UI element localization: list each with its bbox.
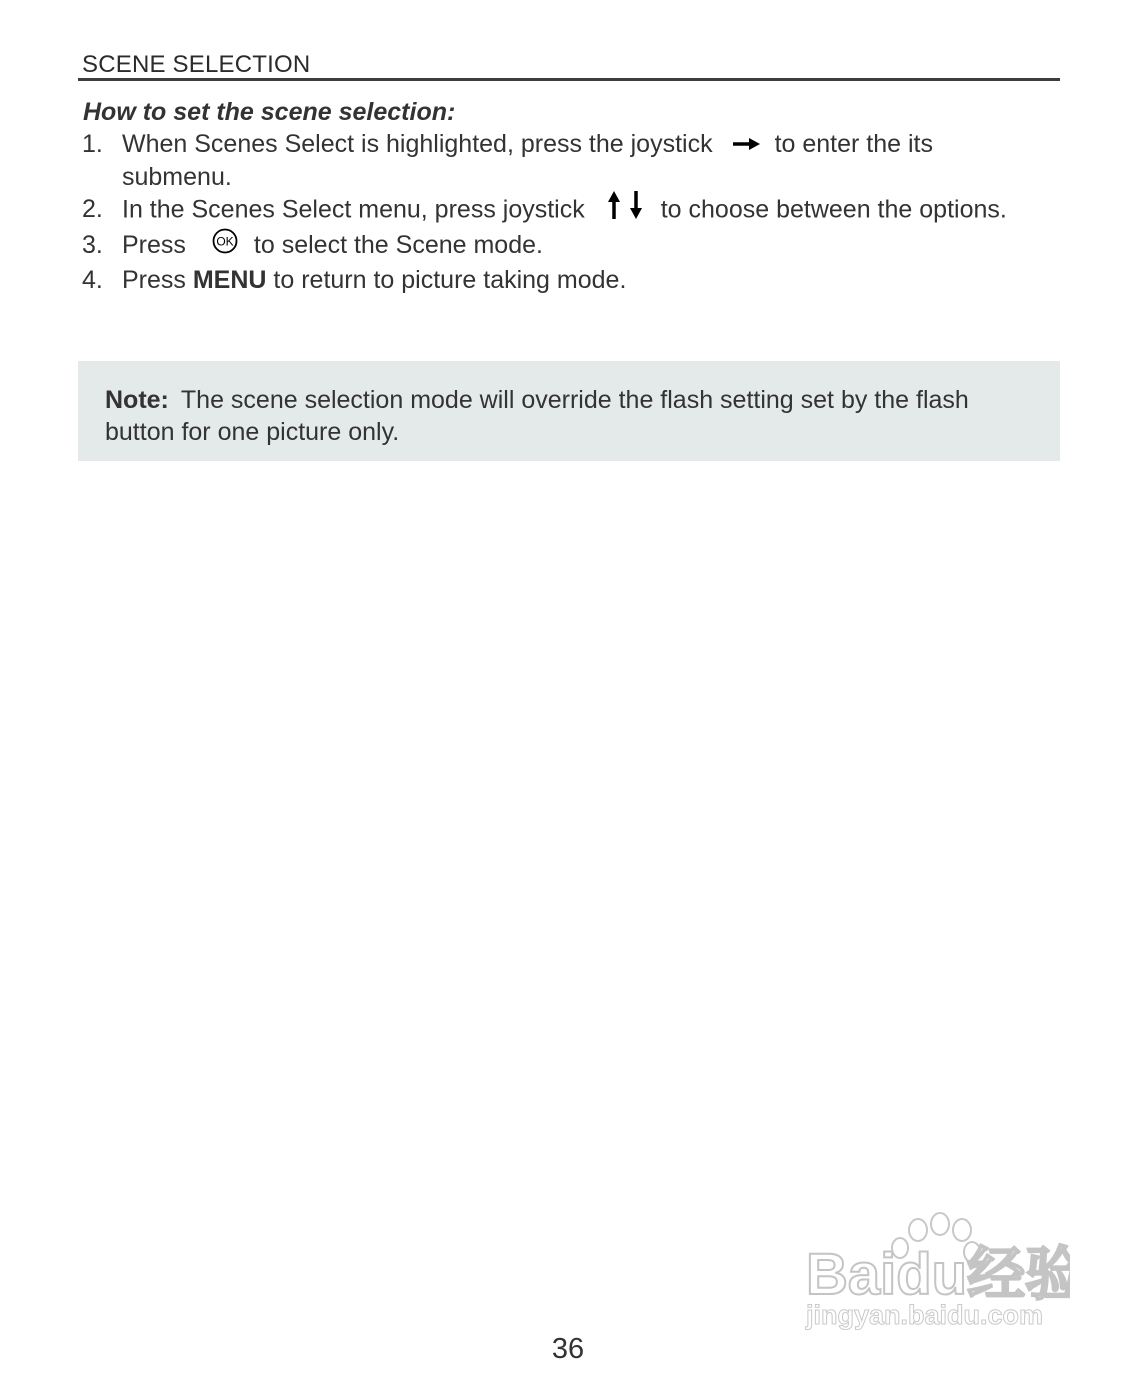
note-body: The scene selection mode will override the flash setting set by the flash button for one picture only. xyxy=(105,386,969,446)
step-item xyxy=(82,264,1042,296)
menu-key-label: MENU xyxy=(192,265,267,294)
step-text-after: to return to picture taking mode. xyxy=(273,265,627,294)
note-box xyxy=(78,361,1060,461)
watermark-brand: Baidu经验 xyxy=(806,1242,1070,1302)
section-header xyxy=(78,50,1060,81)
step-number: 1. xyxy=(82,130,103,158)
step-text-after: to choose between the options. xyxy=(660,196,1007,224)
step-text xyxy=(122,264,1042,296)
step-text xyxy=(122,229,1042,263)
step-item xyxy=(82,128,1042,193)
step-text-after: to enter the its submenu. xyxy=(122,130,934,192)
step-text-before: When Scenes Select is highlighted, press the joystick xyxy=(122,130,713,158)
page-number: 36 xyxy=(551,1333,585,1365)
howto-title: How to set the scene selection: xyxy=(83,98,456,126)
note-label: Note: xyxy=(105,386,169,414)
arrow-up-icon xyxy=(607,191,621,227)
step-item xyxy=(82,229,1042,263)
steps-list xyxy=(82,128,1042,296)
note-text xyxy=(105,384,1035,448)
arrow-down-icon xyxy=(629,191,643,227)
step-number: 3. xyxy=(82,231,103,260)
watermark-url: jingyan.baidu.com xyxy=(806,1300,1044,1330)
step-text-before: In the Scenes Select menu, press joystick xyxy=(122,196,585,224)
step-item xyxy=(82,193,1042,229)
step-text xyxy=(122,128,1042,193)
step-number: 4. xyxy=(82,265,103,294)
arrow-right-icon xyxy=(733,127,761,159)
ok-icon-label: OK xyxy=(216,234,234,249)
ok-button-icon xyxy=(212,228,238,262)
section-title: SCENE SELECTION xyxy=(82,51,311,78)
step-number: 2. xyxy=(82,195,103,224)
step-text-before: Press xyxy=(122,265,186,294)
step-text-before: Press xyxy=(122,231,186,260)
step-text-after: to select the Scene mode. xyxy=(253,231,543,260)
step-text xyxy=(122,193,1042,229)
